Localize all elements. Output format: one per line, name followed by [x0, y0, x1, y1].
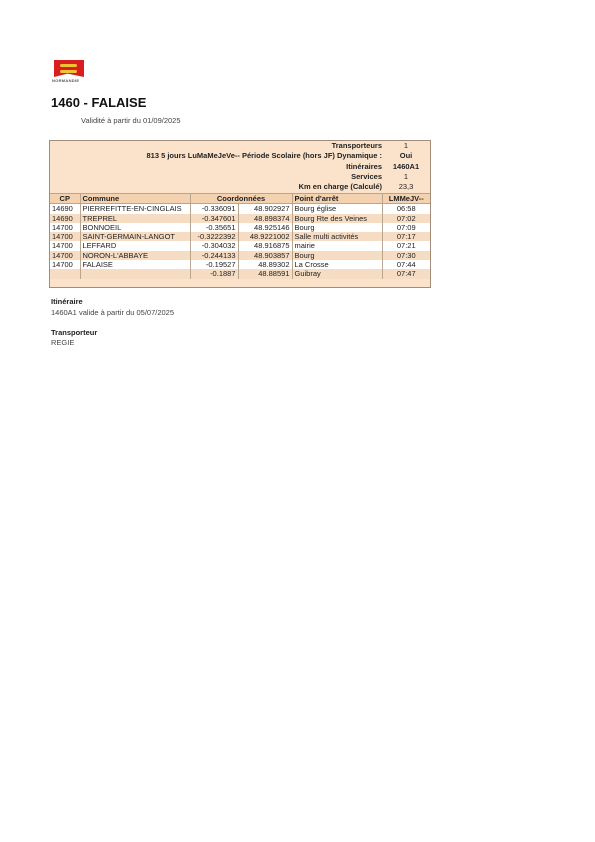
- cell-stop: Guibray: [292, 269, 382, 278]
- cell-longitude: -0.1887: [190, 269, 238, 278]
- cell-longitude: -0.304032: [190, 241, 238, 250]
- meta-row: [50, 162, 430, 172]
- itinerary-text: 1460A1 valide à partir du 05/07/2025: [51, 308, 175, 317]
- cell-latitude: 48.903857: [238, 251, 292, 260]
- cell-stop: Bourg Rte des Veines: [292, 214, 382, 223]
- table-header-row: [50, 194, 430, 204]
- cell-commune: SAINT-GERMAIN-LANGOT: [80, 232, 190, 241]
- itinerary-heading: Itinéraire: [51, 297, 83, 306]
- cell-longitude: -0.336091: [190, 204, 238, 214]
- cell-commune: [80, 269, 190, 278]
- cell-stop: La Crosse: [292, 260, 382, 269]
- cell-latitude: 48.89302: [238, 260, 292, 269]
- cell-cp: 14700: [50, 232, 80, 241]
- meta-row: [50, 182, 430, 192]
- cell-time: 07:30: [382, 251, 430, 260]
- cell-stop: Bourg: [292, 251, 382, 260]
- cell-stop: Salle multi activités: [292, 232, 382, 241]
- cell-longitude: -0.35651: [190, 223, 238, 232]
- col-cp: CP: [50, 194, 80, 204]
- cell-commune: PIERREFITTE-EN-CINGLAIS: [80, 204, 190, 214]
- cell-latitude: 48.902927: [238, 204, 292, 214]
- carrier-heading: Transporteur: [51, 328, 98, 337]
- cell-longitude: -0.3222392: [190, 232, 238, 241]
- schedule-panel: [49, 140, 431, 288]
- table-row: [50, 260, 430, 269]
- meta-row: [50, 172, 430, 182]
- schedule-meta: [50, 141, 430, 192]
- cell-time: 07:21: [382, 241, 430, 250]
- meta-value: 1: [403, 171, 409, 181]
- cell-latitude: 48.925146: [238, 223, 292, 232]
- cell-latitude: 48.9221002: [238, 232, 292, 241]
- table-row: [50, 214, 430, 223]
- cell-stop: Bourg: [292, 223, 382, 232]
- cell-commune: FALAISE: [80, 260, 190, 269]
- cell-commune: TREPREL: [80, 214, 190, 223]
- page-title: 1460 - FALAISE: [51, 95, 147, 110]
- table-row: [50, 269, 430, 278]
- cell-time: 07:47: [382, 269, 430, 278]
- table-row: [50, 241, 430, 250]
- meta-label: Km en charge (Calculé): [298, 182, 382, 192]
- cell-latitude: 48.898374: [238, 214, 292, 223]
- cell-stop: mairie: [292, 241, 382, 250]
- cell-commune: BONNOEIL: [80, 223, 190, 232]
- cell-latitude: 48.88591: [238, 269, 292, 278]
- table-row: [50, 251, 430, 260]
- cell-time: 07:44: [382, 260, 430, 269]
- meta-row: [50, 141, 430, 151]
- cell-time: 07:17: [382, 232, 430, 241]
- cell-time: 07:09: [382, 223, 430, 232]
- cell-cp: 14700: [50, 260, 80, 269]
- cell-commune: NORON-L'ABBAYE: [80, 251, 190, 260]
- meta-label: Transporteurs: [331, 141, 382, 150]
- meta-value: 1: [403, 141, 409, 150]
- col-days: LMMeJV--: [382, 194, 430, 204]
- cell-cp: 14690: [50, 214, 80, 223]
- cell-cp: 14700: [50, 241, 80, 250]
- table-row: [50, 223, 430, 232]
- logo-name: NORMANDIE: [52, 78, 80, 83]
- meta-value: 1460A1: [392, 161, 420, 171]
- cell-commune: LEFFARD: [80, 241, 190, 250]
- cell-longitude: -0.244133: [190, 251, 238, 260]
- cell-time: 06:58: [382, 204, 430, 214]
- meta-row: [50, 151, 430, 161]
- cell-cp: [50, 269, 80, 278]
- validity-date: Validité à partir du 01/09/2025: [81, 116, 181, 125]
- meta-value: 23,3: [398, 182, 414, 192]
- stops-table: [50, 193, 430, 279]
- table-row: [50, 232, 430, 241]
- cell-cp: 14690: [50, 204, 80, 214]
- meta-label: Itinéraires: [346, 161, 382, 171]
- meta-label: 813 5 jours LuMaMeJeVe-- Période Scolaire (hors JF) Dynamique :: [146, 151, 382, 161]
- cell-longitude: -0.19527: [190, 260, 238, 269]
- cell-time: 07:02: [382, 214, 430, 223]
- normandie-flag-icon: [54, 60, 84, 77]
- meta-label: Services: [351, 171, 382, 181]
- cell-latitude: 48.916875: [238, 241, 292, 250]
- col-coords: Coordonnées: [190, 194, 292, 204]
- col-stop: Point d'arrêt: [292, 194, 382, 204]
- cell-stop: Bourg église: [292, 204, 382, 214]
- carrier-text: REGIE: [51, 338, 75, 347]
- table-row: [50, 204, 430, 214]
- meta-value: Oui: [399, 151, 413, 161]
- cell-longitude: -0.347601: [190, 214, 238, 223]
- cell-cp: 14700: [50, 223, 80, 232]
- cell-cp: 14700: [50, 251, 80, 260]
- col-commune: Commune: [80, 194, 190, 204]
- normandie-logo: [52, 60, 90, 84]
